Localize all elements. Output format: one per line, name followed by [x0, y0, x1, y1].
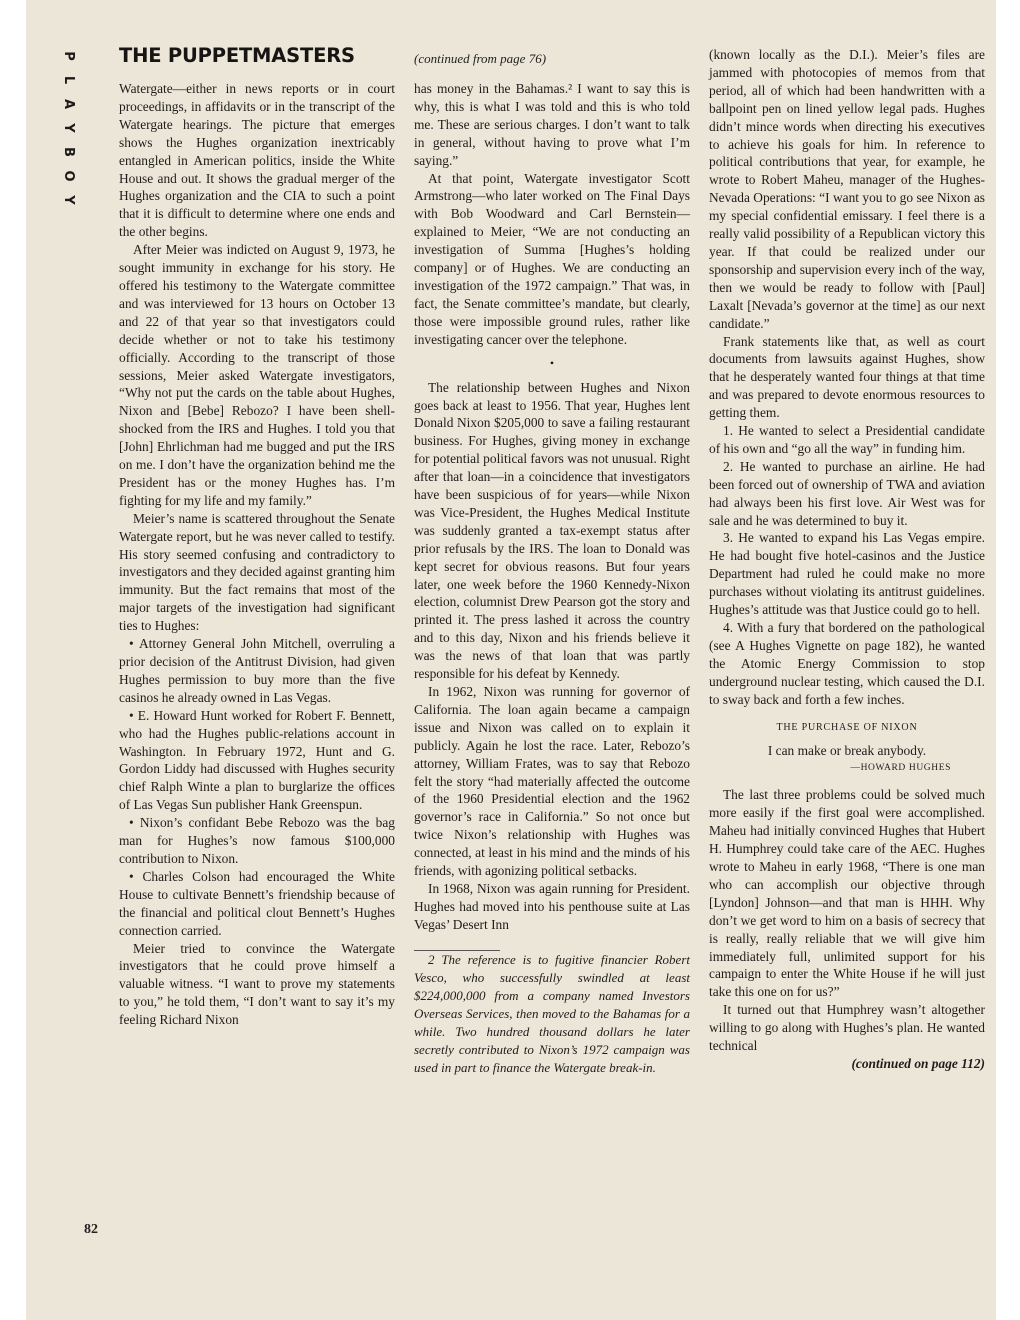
- section-subhead: THE PURCHASE OF NIXON: [776, 721, 918, 733]
- magazine-letter: L: [61, 75, 76, 85]
- text-column-3: [709, 46, 985, 1073]
- paragraph: Meier’s name is scattered throughout the Senate Watergate report, but he was never called to testify. His story seemed confusing and contradictory to investigators and they decided against granting him immunity. But the fact remains that most of the major targets of the investigation had significant ties to Hughes:: [119, 510, 395, 634]
- paragraph: At that point, Watergate investigator Scott Armstrong—who later worked on The Final Days with Bob Woodward and Carl Bernstein—explained to Meier, “We are not conducting an investigation of Summa [Hughes’s holding company] or of Hughes. We are conducting an investigation of the 1972 campaign.” That was, in fact, the Senate committee’s mandate, but clearly, those were impossible ground rules, rather like investigating cancer over the telephone.: [414, 170, 690, 347]
- magazine-letter: P: [61, 51, 76, 61]
- magazine-letter: Y: [61, 195, 76, 205]
- paragraph: has money in the Bahamas.² I want to say this is why, this is what I was told and this is who told me. These are serious charges. I don’t want to talk in general, without having to prove what I’m saying.”: [414, 81, 690, 168]
- paragraph: It turned out that Humphrey wasn’t altogether willing to go along with Hughes’s plan. He wanted technical: [709, 1002, 985, 1054]
- paragraph: Meier tried to convince the Watergate investigators that he could prove himself a valuable witness. “I want to prove my statements to you,” he told them, “I don’t want to say it’s my feeling Richard Nixon: [119, 940, 395, 1028]
- epigraph-attribution: —HOWARD HUGHES: [850, 763, 951, 774]
- epigraph-quote: I can make or break anybody.: [767, 743, 927, 759]
- article-headline: THE PUPPETMASTERS: [119, 44, 355, 67]
- continued-from-note: (continued from page 76): [414, 51, 547, 66]
- page-number: 82: [84, 1222, 98, 1237]
- paragraph: In 1968, Nixon was again running for President. Hughes had moved into his penthouse suite at Las Vegas’ Desert Inn: [414, 880, 690, 932]
- bullet-item: • Nixon’s confidant Bebe Rebozo was the bag man for Hughes’s now famous $100,000 contribution to Nixon.: [119, 815, 395, 866]
- section-divider: •: [549, 355, 555, 370]
- paragraph: The relationship between Hughes and Nixon goes back at least to 1956. That year, Hughes lent Donald Nixon $205,000 to save a failing restaurant business. For Hughes, giving money in exchange for potential political favors was not unusual. Right after that loan—in a coincidence that investigators have been suspicious of for years—while Nixon was Vice-President, the Hughes Medical Institute was suddenly granted a tax-exempt status after prior refusals by the IRS. The loan to Donald was kept secret for obvious reasons. But four years later, one week before the 1960 Kennedy-Nixon election, columnist Drew Pearson got the story and printed it. The press lashed it across the country and to this day, Nixon and his friends believe it was the news of that loan that was partly responsible for his defeat by Kennedy.: [414, 379, 690, 682]
- numbered-item: 2. He wanted to purchase an airline. He had been forced out of ownership of TWA and aviation had always been his first love. Air West was for sale and he was determined to buy it.: [709, 458, 985, 528]
- paragraph: (known locally as the D.I.). Meier’s files are jammed with photocopies of memos from that period, all of which had been handwritten with a ballpoint pen on lined yellow legal pads. Hughes didn’t mince words when directing his executives to achieve his goals for him. In reference to political contributions that year, for example, he wrote to Robert Maheu, manager of the Hughes-Nevada Operations: “I want you to go see Nixon as my special confidential emissary. I feel there is a really valid possibility of a Republican victory this year. If that could be realized under our sponsorship and supervision every inch of the way, then we would be ready to follow with [Paul] Laxalt [Nevada’s governor at the time] as our next candidate.”: [709, 47, 985, 331]
- magazine-page: [26, 0, 996, 1320]
- bullet-item: • Charles Colson had encouraged the White House to cultivate Bennett’s friendship because of the financial and political clout Bennett’s Hughes connection carried.: [119, 868, 395, 938]
- footnote-text: 2 The reference is to fugitive financier Robert Vesco, who successfully swindled at least $224,000,000 from a company named Investors Overseas Services, then moved to the Bahamas for a while. Two hundred thousand dollars he later secretly contributed to Nixon’s 1972 campaign was used in part to finance the Watergate break-in.: [414, 951, 690, 1075]
- text-column-1: [119, 80, 395, 1029]
- paragraph: In 1962, Nixon was running for governor of California. The loan again became a campaign issue and Nixon was called on to explain it publicly. Again he lost the race. Later, Rebozo’s attorney, William Frates, was to say that Rebozo felt the story “had materially affected the outcome of the 1960 Presidential election and the 1962 governor’s race in California.” So not once but twice Nixon’s relationship with Hughes was connected, at least in his mind and the minds of his friends, with agonizing political setbacks.: [414, 684, 690, 879]
- magazine-name-vertical: [56, 44, 80, 212]
- magazine-letter: B: [61, 147, 76, 157]
- numbered-item: 4. With a fury that bordered on the pathological (see A Hughes Vignette on page 182), he wanted the Atomic Energy Commission to stop underground nuclear testing, which caused the D.I. to sway back and forth a few inches.: [709, 620, 985, 707]
- text-column-2: [414, 80, 690, 1077]
- numbered-item: 1. He wanted to select a Presidential candidate of his own and “go all the way” in funding him.: [709, 423, 985, 456]
- magazine-letter: A: [61, 98, 76, 110]
- paragraph: Frank statements like that, as well as court documents from lawsuits against Hughes, show that he desperately wanted four things at that time and was prepared to devote enormous resources to getting them.: [709, 333, 985, 421]
- magazine-letter: O: [61, 170, 76, 182]
- paragraph: After Meier was indicted on August 9, 1973, he sought immunity in exchange for his story. He offered his testimony to the Watergate committee and was interviewed for 13 hours on October 13 and 22 of that year so that investigators could decide whether or not to take his testimony officially. According to the transcript of those sessions, Meier asked Watergate investigators, “Why not put the cards on the table about Hughes, Nixon and [Bebe] Rebozo? I have been shell-shocked from the IRS and Hughes. I told you that [John] Ehrlichman had me bugged and put the IRS on me. I don’t have the organization behind me the President has or the money Hughes has. I’m fighting for my life and my family.”: [119, 242, 395, 508]
- magazine-letter: Y: [61, 123, 76, 133]
- bullet-item: • Attorney General John Mitchell, overruling a prior decision of the Antitrust Division, had given Hughes permission to buy more than the five casinos he already owned in Las Vegas.: [119, 636, 395, 705]
- bullet-item: • E. Howard Hunt worked for Robert F. Bennett, who had the Hughes public-relations account in Washington. In February 1972, Hunt and G. Gordon Liddy had discussed with Hughes security chief Ralph Winte a plan to burglarize the offices of Las Vegas Sun publisher Hank Greenspun.: [119, 707, 395, 813]
- paragraph: The last three problems could be solved much more easily if the first goal were accomplished. Maheu had initially convinced Hughes that Hubert H. Humphrey could take care of the AEC. Hughes wrote to Maheu in early 1968, “There is one man who can accomplish our objective through [Lyndon] Johnson—and that man is HHH. Why don’t we get word to him on a basis of secrecy that is really, really reliable that we will give him immediately full, unlimited support for his campaign to enter the White House if he will just take this one on for us?”: [709, 787, 985, 1000]
- numbered-item: 3. He wanted to expand his Las Vegas empire. He had bought five hotel-casinos and the Justice Department had ruled he could make no more purchases without violating its antitrust guidelines. Hughes’s attitude was that Justice could go to hell.: [709, 530, 985, 618]
- paragraph: Watergate—either in news reports or in court proceedings, in affidavits or in the transcript of the Watergate hearings. The picture that emerges shows the Hughes organization inextricably entangled in American politics, inside the White House and out. It shows the gradual merger of the Hughes organization and the CIA to such a point that it is difficult to determine where one ends and the other begins.: [119, 81, 395, 240]
- continued-on-note: (continued on page 112): [851, 1055, 985, 1071]
